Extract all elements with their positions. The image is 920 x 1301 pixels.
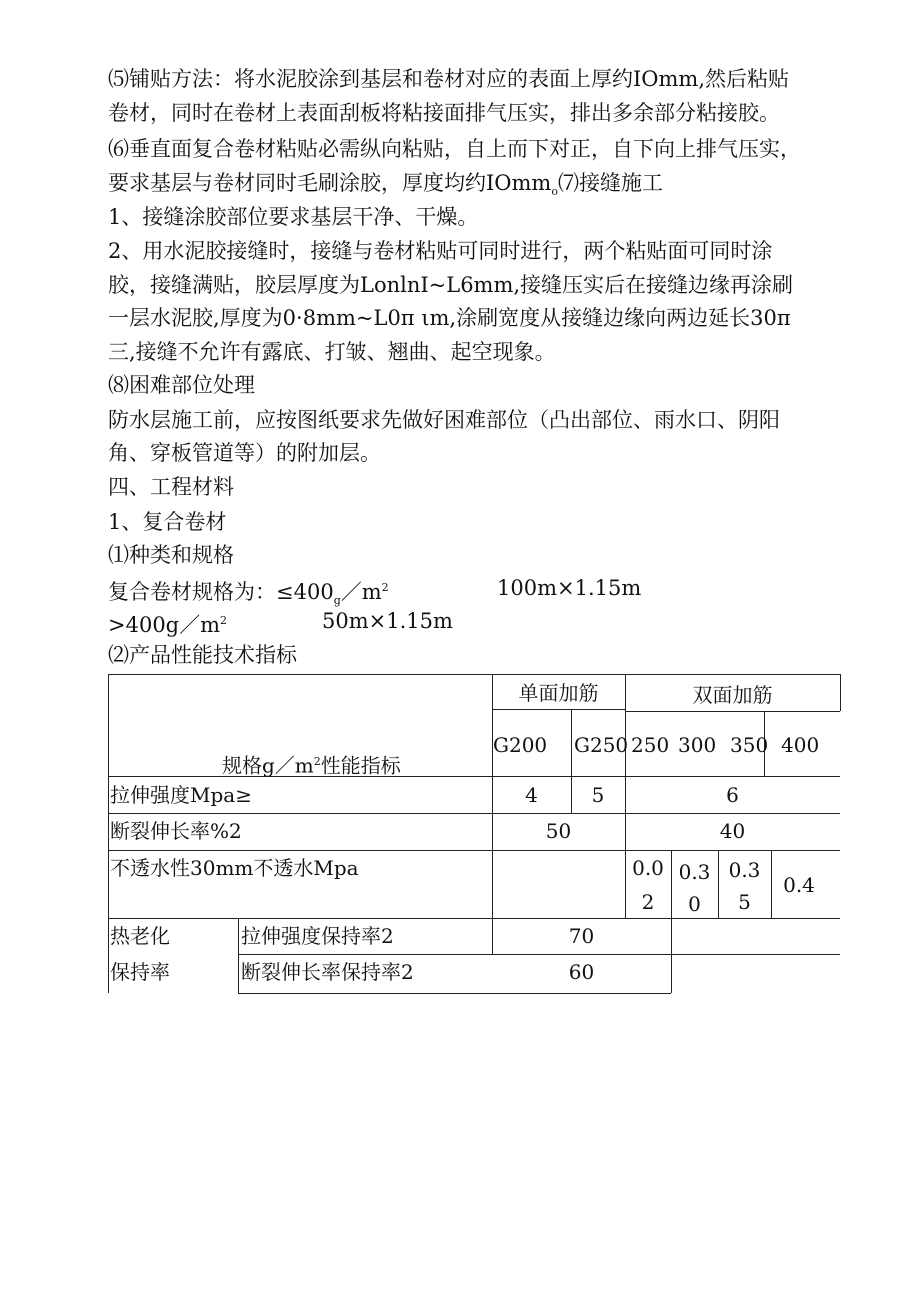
joint-item-2-line-3: 一层水泥胶,厚度为0·8mm~L0π ιm,涂刷宽度从接缝边缘向两边延长30π: [108, 306, 791, 330]
table-rule: [108, 813, 840, 814]
header-spec-text-2: 性能指标: [320, 753, 401, 778]
table-rule: [625, 711, 840, 712]
row-water-250-b: 2: [641, 890, 655, 914]
material-1-2-heading: ⑵产品性能技术指标: [108, 643, 297, 667]
header-single-reinforced: 单面加筋: [518, 681, 599, 705]
para-5-line-1: ⑸铺贴方法：将水泥胶涂到基层和卷材对应的表面上厚约IOmm,然后粘贴: [108, 67, 790, 91]
para-7-title: ⑺接缝施工: [557, 171, 663, 195]
header-double-reinforced: 双面加筋: [692, 683, 773, 707]
row-water-400: 0.4: [783, 873, 815, 897]
row-water-300-b: 0: [688, 892, 701, 916]
spec-line-2-value: 50m×1.15m: [322, 609, 453, 633]
col-350: 350: [730, 733, 769, 757]
row-elongation-label: 断裂伸长率%2: [110, 819, 242, 843]
header-spec-label: [222, 748, 401, 780]
row-tensile-label: 拉伸强度Mpa≥: [110, 783, 252, 807]
table-rule: [108, 674, 840, 675]
row-heat-elongation-label: 断裂伸长率保持率2: [241, 960, 414, 984]
row-tensile-double: 6: [726, 783, 739, 807]
spec-line-1-text: 复合卷材规格为：≤400: [108, 580, 334, 604]
header-spec-sup: 2: [313, 755, 321, 768]
row-water-350-a: 0.3: [728, 858, 761, 882]
section-4-heading: 四、工程材料: [108, 475, 234, 499]
row-elongation-single: 50: [545, 819, 572, 843]
para-8-title: ⑻困难部位处理: [108, 373, 255, 397]
spec-line-1-sup: 2: [381, 581, 389, 594]
joint-item-2-line-2: 胶，接缝满贴，胶层厚度为LonlnI~L6mm,接缝压实后在接缝边缘再涂刷: [108, 273, 794, 297]
row-water-label: 不透水性30mm不透水Mpa: [110, 856, 359, 880]
col-250: 250: [631, 733, 670, 757]
spec-line-2: [108, 606, 227, 640]
spec-line-1-sub: g: [333, 594, 341, 608]
table-rule: [108, 776, 840, 777]
row-heat-label-2: 保持率: [110, 960, 170, 984]
joint-item-2-line-4: 三,接缝不允许有露底、打皱、翘曲、起空现象。: [108, 340, 556, 364]
header-spec-text: 规格g／m: [222, 753, 314, 778]
para-5-line-2: 卷材，同时在卷材上表面刮板将粘接面排气压实，排出多余部分粘接胶。: [108, 101, 780, 125]
para-6-line-1: ⑹垂直面复合卷材粘贴必需纵向粘贴，自上而下对正，自下向上排气压实，: [108, 137, 801, 161]
table-rule: [840, 674, 841, 711]
row-elongation-double: 40: [719, 819, 746, 843]
row-water-250-a: 0.0: [632, 856, 664, 880]
joint-item-1: 1、接缝涂胶部位要求基层干净、干燥。: [108, 205, 479, 229]
table-rule: [492, 674, 493, 954]
spec-line-1-value: 100m×1.15m: [497, 576, 642, 600]
col-g250: G250: [574, 733, 629, 757]
table-rule: [238, 993, 671, 994]
material-1-heading: 1、复合卷材: [108, 510, 227, 534]
col-400: 400: [781, 733, 820, 757]
para-8-line-1: 防水层施工前，应按图纸要求先做好困难部位（凸出部位、雨水口、阴阳: [108, 408, 780, 432]
col-g200: G200: [493, 733, 548, 757]
row-tensile-g250: 5: [591, 783, 605, 807]
row-tensile-g200: 4: [525, 783, 538, 807]
table-rule: [108, 918, 840, 919]
table-rule: [238, 954, 840, 955]
row-heat-elongation-value: 60: [568, 960, 595, 984]
spec-line-2-text: >400g／m: [108, 613, 221, 637]
material-1-1-heading: ⑴种类和规格: [108, 543, 234, 567]
row-water-300-a: 0.3: [678, 860, 711, 884]
para-8-line-2: 角、穿板管道等）的附加层。: [108, 441, 381, 465]
row-heat-label-1: 热老化: [110, 924, 170, 948]
spec-line-2-sup: 2: [220, 614, 228, 627]
table-rule: [108, 674, 109, 993]
row-heat-tensile-value: 70: [568, 924, 595, 948]
table-rule: [492, 709, 625, 710]
row-water-350-b: 5: [738, 890, 751, 914]
row-heat-tensile-label: 拉伸强度保持率2: [241, 924, 394, 948]
col-300: 300: [678, 733, 717, 757]
spec-line-1-unit: ／m: [340, 580, 382, 604]
table-rule: [108, 850, 840, 851]
para-6-line-2-text: 要求基层与卷材同时毛刷涂胶，厚度均约IOmm: [108, 171, 552, 195]
para-6-line-2-sub: o: [551, 185, 558, 199]
joint-item-2-line-1: 2、用水泥胶接缝时，接缝与卷材粘贴可同时进行，两个粘贴面可同时涂: [108, 239, 773, 263]
table-rule: [238, 918, 239, 993]
